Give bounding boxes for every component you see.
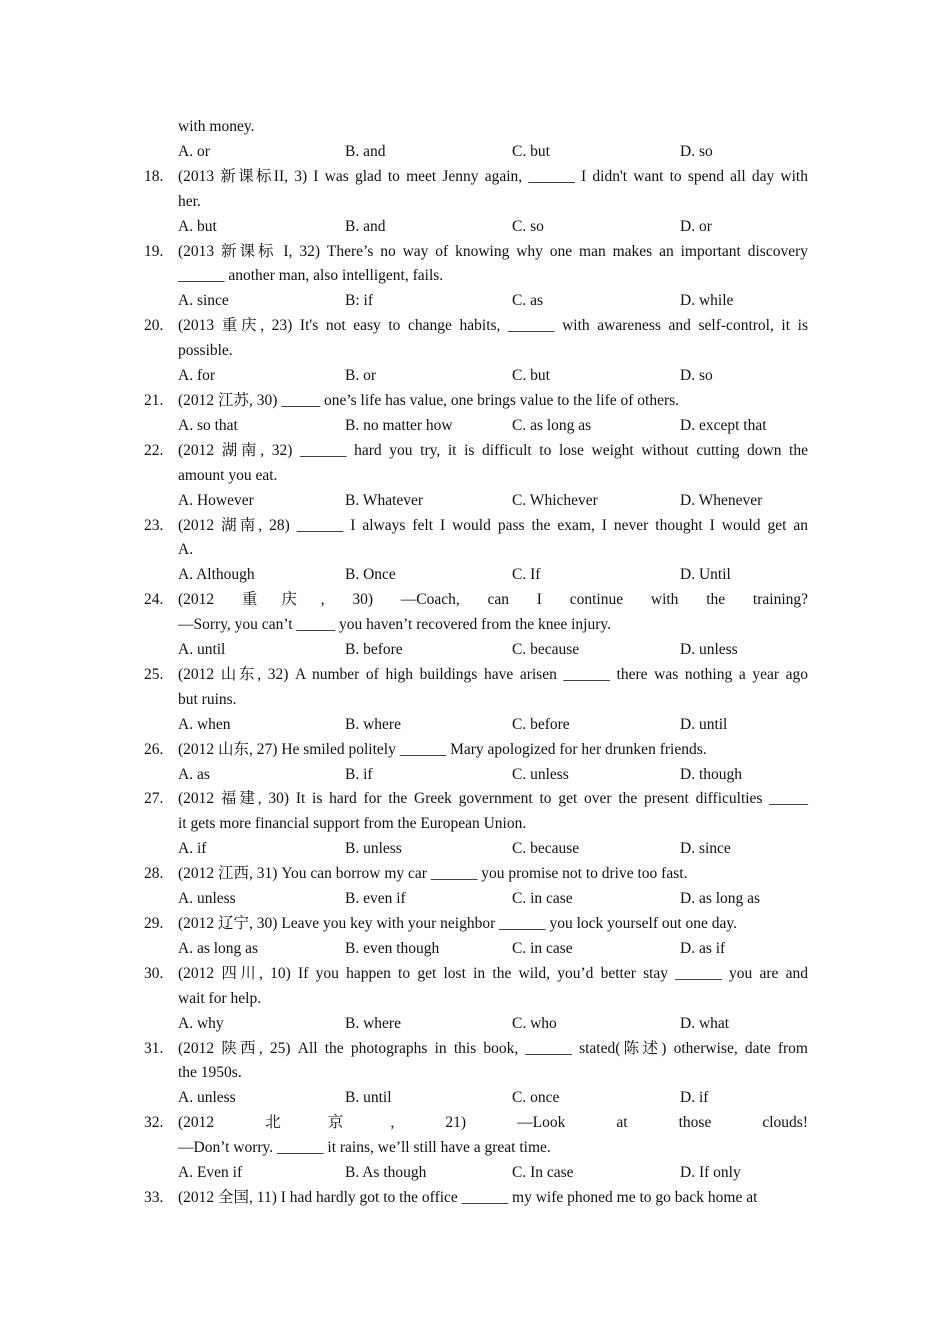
question-text: with money. xyxy=(178,118,255,135)
option-d: D. as if xyxy=(680,939,726,957)
question-text: (2012 江苏, 30) _____ one’s life has value, one brings value to the life of others. xyxy=(178,391,680,409)
question-line xyxy=(0,264,950,289)
option-b: B. where xyxy=(345,715,401,733)
option-c: C. If xyxy=(512,566,541,584)
question-text: (2012 全国, 11) I had hardly got to the office ______ my wife phoned me to go back home at xyxy=(178,1188,758,1206)
option-a: A. so that xyxy=(178,416,238,434)
question-number: 22. xyxy=(144,441,164,459)
option-d: D. what xyxy=(680,1014,730,1032)
option-a: A. when xyxy=(178,715,231,733)
option-b: B. where xyxy=(345,1014,401,1032)
answer-options xyxy=(0,887,950,912)
question-line xyxy=(0,912,950,937)
answer-options xyxy=(0,937,950,962)
question-text: ______ another man, also intelligent, fails. xyxy=(178,267,444,285)
question-number: 18. xyxy=(144,167,164,185)
option-c: C. as long as xyxy=(512,416,592,434)
question-line xyxy=(0,787,950,812)
option-b: B. Once xyxy=(345,566,396,584)
question-line xyxy=(0,1037,950,1062)
question-number: 30. xyxy=(144,964,164,982)
option-a: A. or xyxy=(178,142,210,160)
option-a: A. However xyxy=(178,491,254,509)
option-b: B. and xyxy=(345,217,386,235)
option-a: A. Although xyxy=(178,566,255,584)
option-c: C. as xyxy=(512,292,543,310)
question-number: 21. xyxy=(144,391,164,409)
question-text: —Sorry, you can’t _____ you haven’t recovered from the knee injury. xyxy=(178,616,612,634)
question-text: amount you eat. xyxy=(178,466,278,484)
question-line xyxy=(0,688,950,713)
question-list xyxy=(0,115,950,1211)
question-number: 25. xyxy=(144,665,164,683)
option-d: D. Whenever xyxy=(680,491,763,509)
question-text: (2012 山东, 27) He smiled politely ______ Mary apologized for her drunken friends. xyxy=(178,740,707,758)
option-d: D. so xyxy=(680,367,713,385)
question-line xyxy=(0,314,950,339)
question-number: 31. xyxy=(144,1039,164,1057)
question-text: (2012 北京, 21) —Look at those clouds! xyxy=(178,1114,808,1132)
answer-options xyxy=(0,1012,950,1037)
question-line xyxy=(0,812,950,837)
question-text: (2012 福建, 30) It is hard for the Greek government to get over the present difficulties _____ xyxy=(178,790,808,808)
question-line xyxy=(0,514,950,539)
question-line xyxy=(0,1136,950,1161)
answer-options xyxy=(0,837,950,862)
question-text: (2012 山东, 32) A number of high buildings have arisen ______ there was nothing a year ago xyxy=(178,665,808,683)
option-d: D. so xyxy=(680,142,713,160)
option-d: D. unless xyxy=(680,641,738,659)
option-d: D. if xyxy=(680,1089,709,1107)
question-line xyxy=(0,165,950,190)
option-d: D. as long as xyxy=(680,890,761,908)
option-a: A. unless xyxy=(178,1089,236,1107)
question-line xyxy=(0,339,950,364)
question-line xyxy=(0,1061,950,1086)
option-c: C. but xyxy=(512,367,550,385)
option-c: C. because xyxy=(512,641,580,659)
option-a: A. why xyxy=(178,1014,224,1032)
option-b: B. before xyxy=(345,641,403,659)
question-line xyxy=(0,240,950,265)
option-c: C. in case xyxy=(512,890,573,908)
option-c: C. in case xyxy=(512,939,573,957)
option-c: C. who xyxy=(512,1014,557,1032)
option-d: D. If only xyxy=(680,1164,741,1182)
option-a: A. unless xyxy=(178,890,236,908)
answer-options xyxy=(0,140,950,165)
question-text: (2012 辽宁, 30) Leave you key with your neighbor ______ you lock yourself out one day. xyxy=(178,915,738,932)
option-c: C. Whichever xyxy=(512,491,598,509)
question-line xyxy=(0,987,950,1012)
option-d: D. until xyxy=(680,715,728,733)
option-d: D. Until xyxy=(680,566,731,584)
answer-options xyxy=(0,289,950,314)
option-b: B. no matter how xyxy=(345,416,453,434)
question-text: wait for help. xyxy=(178,989,262,1007)
question-text: (2013 重庆, 23) It's not easy to change habits, ______ with awareness and self-control, it is xyxy=(178,317,808,335)
question-number: 26. xyxy=(144,740,164,758)
question-number: 24. xyxy=(144,591,164,609)
question-line xyxy=(0,738,950,763)
option-b: B. or xyxy=(345,367,376,385)
option-a: A. but xyxy=(178,217,217,235)
answer-options xyxy=(0,563,950,588)
option-d: D. while xyxy=(680,292,734,310)
answer-options xyxy=(0,1086,950,1111)
question-text: possible. xyxy=(178,342,233,360)
question-number: 28. xyxy=(144,865,164,883)
answer-options xyxy=(0,215,950,240)
question-line xyxy=(0,190,950,215)
question-text: (2013 新课标 I, 32) There’s no way of knowing why one man makes an important discovery xyxy=(178,242,808,260)
option-b: B. if xyxy=(345,765,373,783)
option-d: D. except that xyxy=(680,416,767,434)
question-text: (2012 陕西, 25) All the photographs in this book, ______ stated(陈述) otherwise, date from xyxy=(178,1039,808,1057)
continuation-line xyxy=(0,115,950,140)
option-d: D. or xyxy=(680,217,712,235)
option-b: B. even if xyxy=(345,890,406,908)
answer-options xyxy=(0,763,950,788)
option-a: A. for xyxy=(178,367,216,385)
question-number: 29. xyxy=(144,915,164,932)
option-a: A. as xyxy=(178,765,210,783)
option-b: B. and xyxy=(345,142,386,160)
answer-options xyxy=(0,414,950,439)
answer-options xyxy=(0,638,950,663)
option-b: B: if xyxy=(345,292,373,310)
question-line xyxy=(0,439,950,464)
question-text: —Don’t worry. ______ it rains, we’ll still have a great time. xyxy=(178,1139,551,1157)
question-number: 33. xyxy=(144,1188,164,1206)
question-number: 23. xyxy=(144,516,164,534)
question-number: 19. xyxy=(144,242,164,260)
question-line xyxy=(0,588,950,613)
option-c: C. but xyxy=(512,142,550,160)
option-a: A. until xyxy=(178,641,226,659)
option-b: B. even though xyxy=(345,939,440,957)
option-a: A. Even if xyxy=(178,1164,243,1182)
question-number: 32. xyxy=(144,1114,164,1132)
option-d: D. though xyxy=(680,765,742,783)
question-line xyxy=(0,663,950,688)
option-b: B. As though xyxy=(345,1164,427,1182)
question-line xyxy=(0,1111,950,1136)
answer-options xyxy=(0,713,950,738)
option-c: C. because xyxy=(512,840,580,858)
question-number: 27. xyxy=(144,790,164,808)
option-b: B. until xyxy=(345,1089,392,1107)
question-text: (2012 湖南, 28) ______ I always felt I would pass the exam, I never thought I would get an xyxy=(178,516,808,534)
option-c: C. so xyxy=(512,217,544,235)
question-text: it gets more financial support from the European Union. xyxy=(178,815,527,833)
option-c: C. once xyxy=(512,1089,560,1107)
question-text: but ruins. xyxy=(178,690,237,708)
question-text: (2012 江西, 31) You can borrow my car ______ you promise not to drive too fast. xyxy=(178,865,688,883)
option-d: D. since xyxy=(680,840,731,858)
question-text: her. xyxy=(178,192,201,210)
option-a: A. since xyxy=(178,292,229,310)
question-line xyxy=(0,464,950,489)
question-text: (2013 新课标II, 3) I was glad to meet Jenny again, ______ I didn't want to spend all day with xyxy=(178,167,808,185)
question-text: (2012 湖南, 32) ______ hard you try, it is difficult to lose weight without cutting down the xyxy=(178,441,808,459)
question-line xyxy=(0,862,950,887)
question-line xyxy=(0,389,950,414)
option-c: C. before xyxy=(512,715,570,733)
question-text: A. xyxy=(178,541,194,559)
option-a: A. if xyxy=(178,840,207,858)
question-line xyxy=(0,613,950,638)
option-c: C. In case xyxy=(512,1164,574,1182)
question-line xyxy=(0,538,950,563)
answer-options xyxy=(0,1161,950,1186)
question-text: (2012 四川, 10) If you happen to get lost in the wild, you’d better stay ______ you are and xyxy=(178,964,808,982)
question-line xyxy=(0,1186,950,1211)
option-b: B. unless xyxy=(345,840,402,858)
answer-options xyxy=(0,489,950,514)
option-b: B. Whatever xyxy=(345,491,424,509)
answer-options xyxy=(0,364,950,389)
option-a: A. as long as xyxy=(178,939,259,957)
question-line xyxy=(0,962,950,987)
question-text: the 1950s. xyxy=(178,1064,242,1082)
option-c: C. unless xyxy=(512,765,569,783)
question-number: 20. xyxy=(144,317,164,335)
question-text: (2012 重庆, 30) —Coach, can I continue with the training? xyxy=(178,591,808,609)
